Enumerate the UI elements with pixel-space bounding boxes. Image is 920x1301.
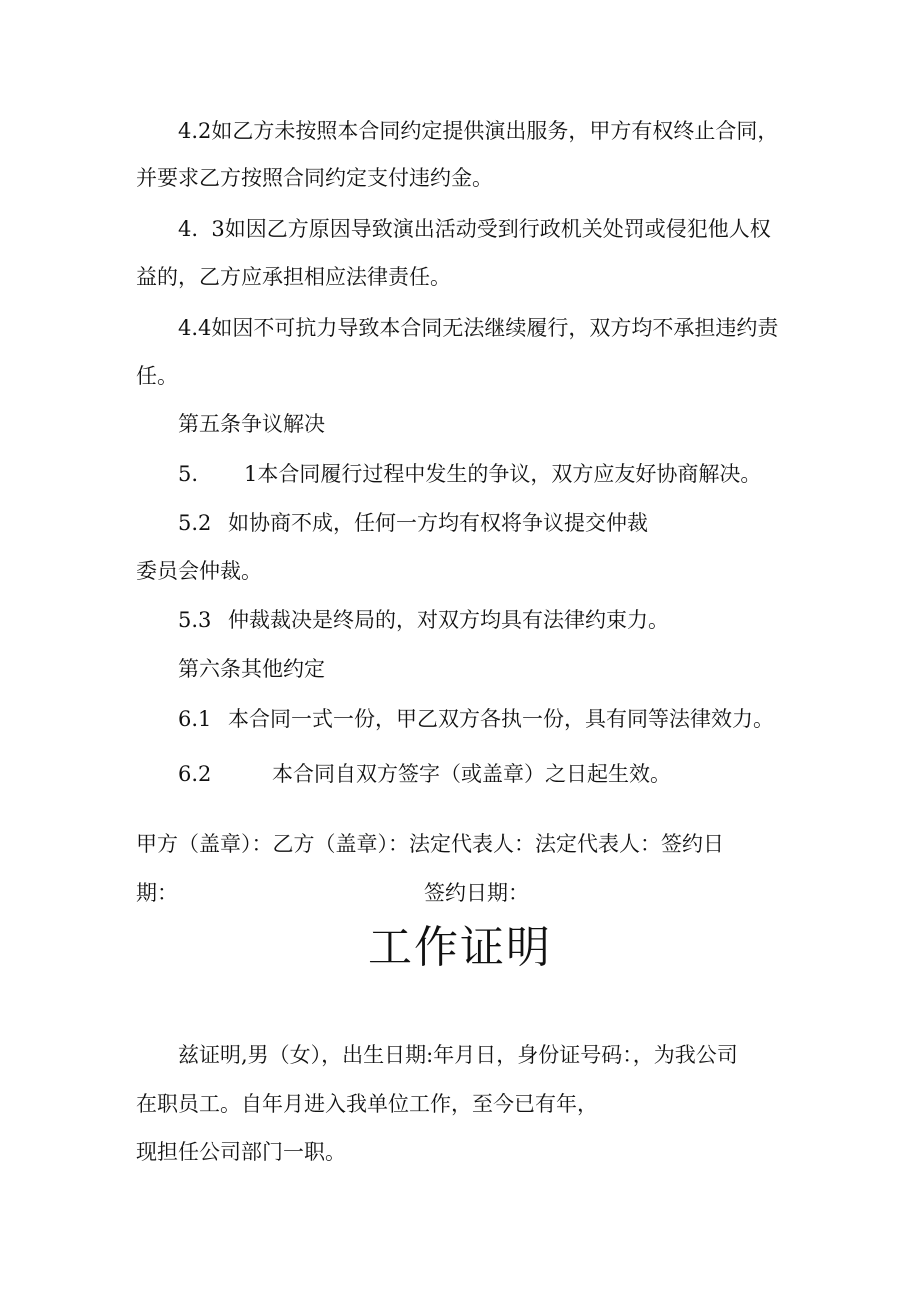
clause-5-1-number: 5. bbox=[178, 462, 199, 486]
clause-5-2-text: 如协商不成，任何一方均有权将争议提交仲裁 bbox=[228, 511, 648, 535]
clause-5-3-text: 仲裁裁决是终局的，对双方均具有法律约束力。 bbox=[228, 608, 669, 632]
signature-line1: 甲方（盖章）：乙方（盖章）：法定代表人：法定代表人：签约日 bbox=[136, 832, 724, 856]
article-5-heading: 第五条争议解决 bbox=[178, 412, 325, 436]
clause-6-2-number: 6.2 bbox=[178, 762, 212, 786]
signature-line2-left: 期： bbox=[136, 881, 178, 905]
article-6-heading: 第六条其他约定 bbox=[178, 657, 325, 681]
clause-6-2-text: 本合同自双方签字（或盖章）之日起生效。 bbox=[272, 762, 671, 786]
certificate-para-line3: 现担任公司部门一职。 bbox=[136, 1140, 346, 1164]
clause-4-4-line1: 4.4如因不可抗力导致本合同无法继续履行，双方均不承担违约责 bbox=[178, 316, 779, 340]
certificate-para-line2: 在职员工。自年月进入我单位工作，至今已有年， bbox=[136, 1092, 598, 1116]
clause-4-3-line2: 益的，乙方应承担相应法律责任。 bbox=[136, 265, 451, 289]
certificate-title: 工作证明 bbox=[368, 922, 552, 973]
clause-5-1-text: 1本合同履行过程中发生的争议，双方应友好协商解决。 bbox=[244, 462, 762, 486]
clause-4-3-line1: 4. 3如因乙方原因导致演出活动受到行政机关处罚或侵犯他人权 bbox=[178, 217, 771, 241]
signature-line2-right: 签约日期： bbox=[424, 881, 529, 905]
clause-6-1-text: 本合同一式一份，甲乙双方各执一份，具有同等法律效力。 bbox=[228, 707, 774, 731]
clause-4-2-line1: 4.2如乙方未按照本合同约定提供演出服务，甲方有权终止合同， bbox=[178, 119, 779, 143]
clause-4-4-line2: 任。 bbox=[136, 364, 178, 388]
certificate-para-line1: 兹证明,男（女），出生日期:年月日，身份证号码：，为我公司 bbox=[178, 1043, 738, 1067]
clause-5-2-number: 5.2 bbox=[178, 511, 212, 535]
clause-6-1-number: 6.1 bbox=[178, 707, 212, 731]
clause-5-2-line2: 委员会仲裁。 bbox=[136, 559, 262, 583]
clause-5-3-number: 5.3 bbox=[178, 608, 212, 632]
clause-4-2-line2: 并要求乙方按照合同约定支付违约金。 bbox=[136, 166, 493, 190]
